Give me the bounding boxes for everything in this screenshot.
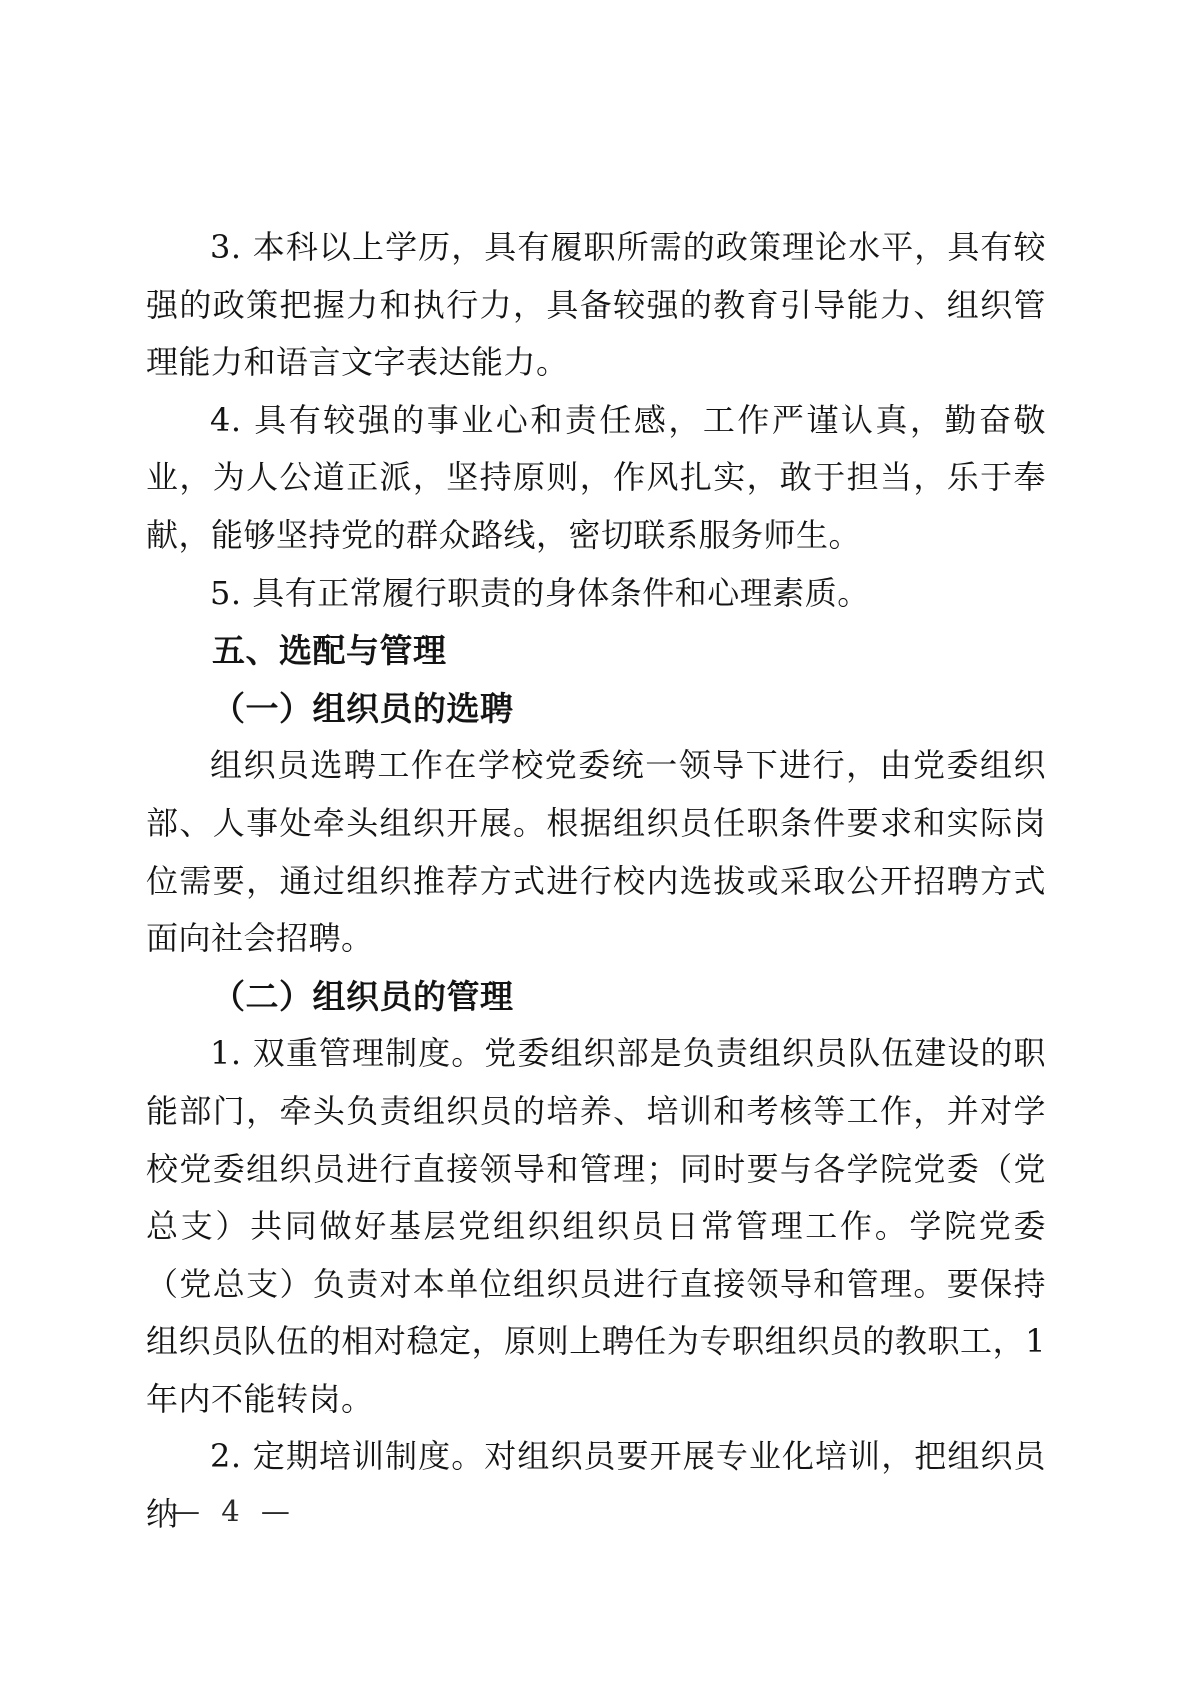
subsection-heading-2-management: （二）组织员的管理 (212, 976, 514, 1016)
section-heading-5-selection-management: 五、选配与管理 (212, 631, 447, 671)
paragraph-training-system: 2. 定期培训制度。对组织员要开展专业化培训，把组织员纳 (146, 1437, 1046, 1534)
paragraph-dual-management-system: 1. 双重管理制度。党委组织部是负责组织员队伍建设的职能部门，牵头负责组织员的培养、培训和考核等工作，并对学校党委组织员进行直接领导和管理；同时要与各学院党委（党总支）共同做好基层党组织组织员日常管理工作。学院党委（党总支）负责对本单位组织员进行直接领导和管理。要保持组织员队伍的相对稳定，原则上聘任为专职组织员的教职工，1 年内不能转岗。 (146, 1034, 1046, 1418)
document-body (146, 219, 1046, 1544)
paragraph-recruitment-process: 组织员选聘工作在学校党委统一领导下进行，由党委组织部、人事处牵头组织开展。根据组织员任职条件要求和实际岗位需要，通过组织推荐方式进行校内选拔或采取公开招聘方式面向社会招聘。 (146, 746, 1046, 958)
paragraph-item-5-health: 5. 具有正常履行职责的身体条件和心理素质。 (210, 573, 870, 612)
paragraph-item-3-education: 3. 本科以上学历，具有履职所需的政策理论水平，具有较强的政策把握力和执行力，具备较强的教育引导能力、组织管理能力和语言文字表达能力。 (146, 228, 1046, 382)
paragraph-item-4-dedication: 4. 具有较强的事业心和责任感，工作严谨认真，勤奋敬业，为人公道正派，坚持原则，作风扎实，敢于担当，乐于奉献，能够坚持党的群众路线，密切联系服务师生。 (146, 400, 1046, 554)
page-number: — 4 — (171, 1494, 291, 1528)
subsection-heading-1-recruitment: （一）组织员的选聘 (212, 688, 514, 728)
